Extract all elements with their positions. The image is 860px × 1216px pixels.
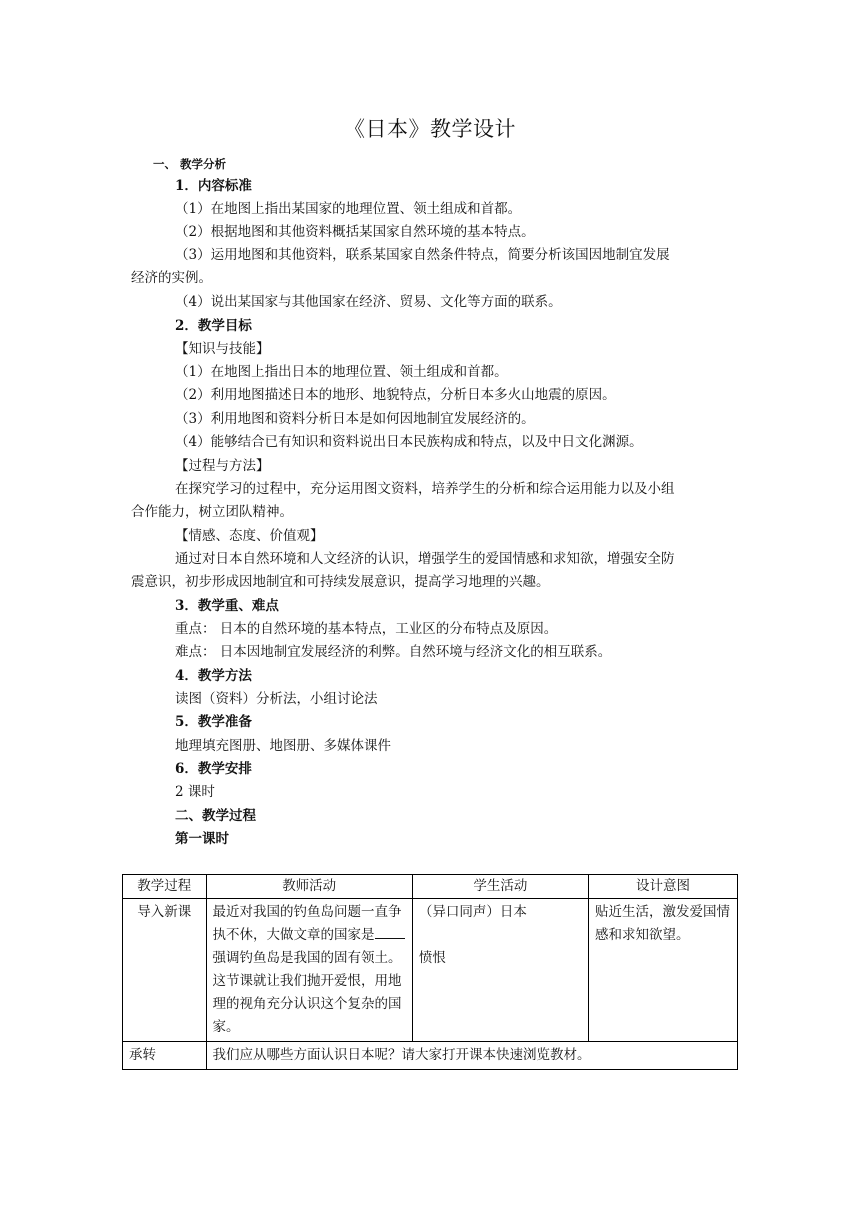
lesson-one-heading: 第一课时 bbox=[175, 831, 229, 847]
student-activity-text: （异口同声）日本 bbox=[418, 904, 527, 920]
knowledge-item: （1）在地图上指出日本的地理位置、领土组成和首都。 bbox=[175, 364, 508, 380]
content-standard-item: （1）在地图上指出某国家的地理位置、领土组成和首都。 bbox=[175, 201, 522, 217]
knowledge-item: （3）利用地图和资料分析日本是如何因地制宜发展经济的。 bbox=[175, 411, 535, 427]
teaching-preparation-text: 地理填充图册、地图册、多媒体课件 bbox=[175, 738, 391, 754]
student-activity-text: 愤恨 bbox=[418, 950, 446, 966]
key-point-difficulty: 难点： 日本因地制宜发展经济的利弊。自然环境与经济文化的相互联系。 bbox=[175, 644, 612, 660]
teaching-method-text: 读图（资料）分析法，小组讨论法 bbox=[175, 691, 378, 707]
student-activity-cell bbox=[412, 899, 588, 1042]
table-header-cell: 教学过程 bbox=[123, 875, 207, 899]
table-header-row bbox=[123, 875, 738, 899]
transition-text-cell: 我们应从哪些方面认识日本呢？请大家打开课本快速浏览教材。 bbox=[206, 1042, 737, 1070]
table-header-cell: 学生活动 bbox=[412, 875, 588, 899]
emotion-attitude-label: 【情感、态度、价值观】 bbox=[175, 528, 324, 544]
emotion-attitude-text-continued: 震意识，初步形成因地制宜和可持续发展意识，提高学习地理的兴趣。 bbox=[131, 574, 550, 590]
process-method-text-continued: 合作能力，树立团队精神。 bbox=[131, 504, 293, 520]
design-intent-text: 贴近生活，激发爱国情感和求知欲望。 bbox=[595, 904, 730, 943]
table-header-cell: 设计意图 bbox=[589, 875, 738, 899]
teacher-activity-text-continued: 强调钓鱼岛是我国的固有领土。这节课就让我们抛开爱恨，用地理的视角充分认识这个复杂的国家。 bbox=[212, 950, 402, 1035]
teaching-process-table bbox=[122, 874, 738, 1070]
knowledge-item: （4）能够结合已有知识和资料说出日本民族构成和特点，以及中日文化渊源。 bbox=[175, 434, 643, 450]
teacher-activity-text: 最近对我国的钓鱼岛问题一直争执不休，大做文章的国家是 bbox=[212, 904, 402, 943]
teaching-schedule-text: 2 课时 bbox=[175, 784, 215, 800]
content-standard-heading: 1．内容标准 bbox=[175, 178, 252, 194]
knowledge-item: （2）利用地图描述日本的地形、地貌特点，分析日本多火山地震的原因。 bbox=[175, 387, 616, 403]
stage-text: 导入新课 bbox=[137, 904, 192, 920]
table-header-cell: 教师活动 bbox=[206, 875, 412, 899]
key-points-heading: 3．教学重、难点 bbox=[175, 598, 279, 614]
teaching-method-heading: 4．教学方法 bbox=[175, 668, 252, 684]
stage-cell: 承转 bbox=[123, 1042, 207, 1070]
emotion-attitude-text: 通过对日本自然环境和人文经济的认识，增强学生的爱国情感和求知欲，增强安全防 bbox=[175, 551, 675, 567]
content-standard-item: （3）运用地图和其他资料，联系某国家自然条件特点，简要分析该国因地制宜发展 bbox=[175, 247, 670, 263]
fill-in-blank bbox=[375, 924, 405, 939]
design-intent-cell bbox=[589, 899, 738, 1042]
stage-cell bbox=[123, 899, 207, 1042]
teaching-goals-heading: 2．教学目标 bbox=[175, 318, 252, 334]
content-standard-item: （4）说出某国家与其他国家在经济、贸易、文化等方面的联系。 bbox=[175, 294, 562, 310]
knowledge-skills-label: 【知识与技能】 bbox=[175, 341, 270, 357]
section-heading-process: 二、教学过程 bbox=[175, 808, 256, 824]
table-row bbox=[123, 1042, 738, 1070]
content-standard-item: （2）根据地图和其他资料概括某国家自然环境的基本特点。 bbox=[175, 224, 535, 240]
section-heading-analysis: 一、 教学分析 bbox=[153, 157, 227, 171]
content-standard-item-continued: 经济的实例。 bbox=[131, 270, 212, 286]
key-point-focus: 重点： 日本的自然环境的基本特点，工业区的分布特点及原因。 bbox=[175, 621, 558, 637]
process-method-text: 在探究学习的过程中，充分运用图文资料，培养学生的分析和综合运用能力以及小组 bbox=[175, 481, 675, 497]
teaching-schedule-heading: 6．教学安排 bbox=[175, 761, 252, 777]
process-method-label: 【过程与方法】 bbox=[175, 458, 270, 474]
teacher-activity-cell bbox=[206, 899, 412, 1042]
table-row bbox=[123, 899, 738, 1042]
document-title: 《日本》教学设计 bbox=[344, 117, 516, 141]
teaching-preparation-heading: 5．教学准备 bbox=[175, 714, 252, 730]
